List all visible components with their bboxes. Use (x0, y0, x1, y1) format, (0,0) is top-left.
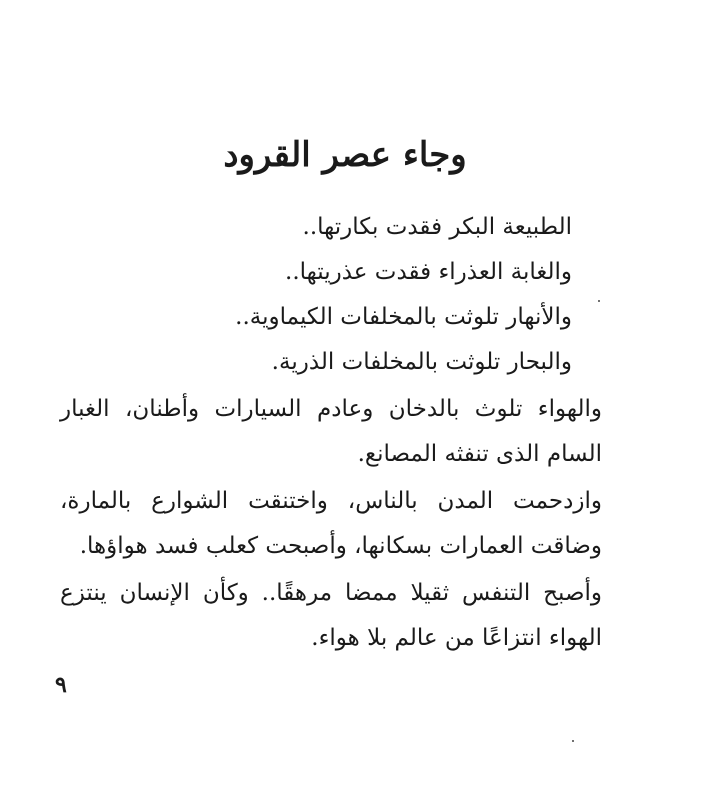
paragraph: وأصبح التنفس ثقيلا ممضا مرهقًا.. وكأن الإنسان ينتزع الهواء انتزاعًا من عالم بلا هواء. (60, 580, 602, 651)
paragraph: وازدحمت المدن بالناس، واختنقت الشوارع بالمارة، وضاقت العمارات بسكانها، وأصبحت كعلب فسد هواؤها. (60, 488, 602, 559)
verse-line: والبحار تلوثت بالمخلفات الذرية. (271, 349, 572, 375)
page-number: ٩ (55, 672, 67, 698)
verse-line: والغابة العذراء فقدت عذريتها.. (285, 259, 572, 285)
chapter-body (60, 205, 602, 661)
print-speck (598, 300, 600, 302)
verse-line: الطبيعة البكر فقدت بكارتها.. (302, 214, 572, 240)
print-speck (572, 740, 574, 742)
chapter-title: وجاء عصر القرود (223, 135, 467, 175)
paragraph: والهواء تلوث بالدخان وعادم السيارات وأطنان، الغبار السام الذى تنفثه المصانع. (60, 396, 602, 467)
verse-line: والأنهار تلوثت بالمخلفات الكيماوية.. (235, 304, 572, 330)
